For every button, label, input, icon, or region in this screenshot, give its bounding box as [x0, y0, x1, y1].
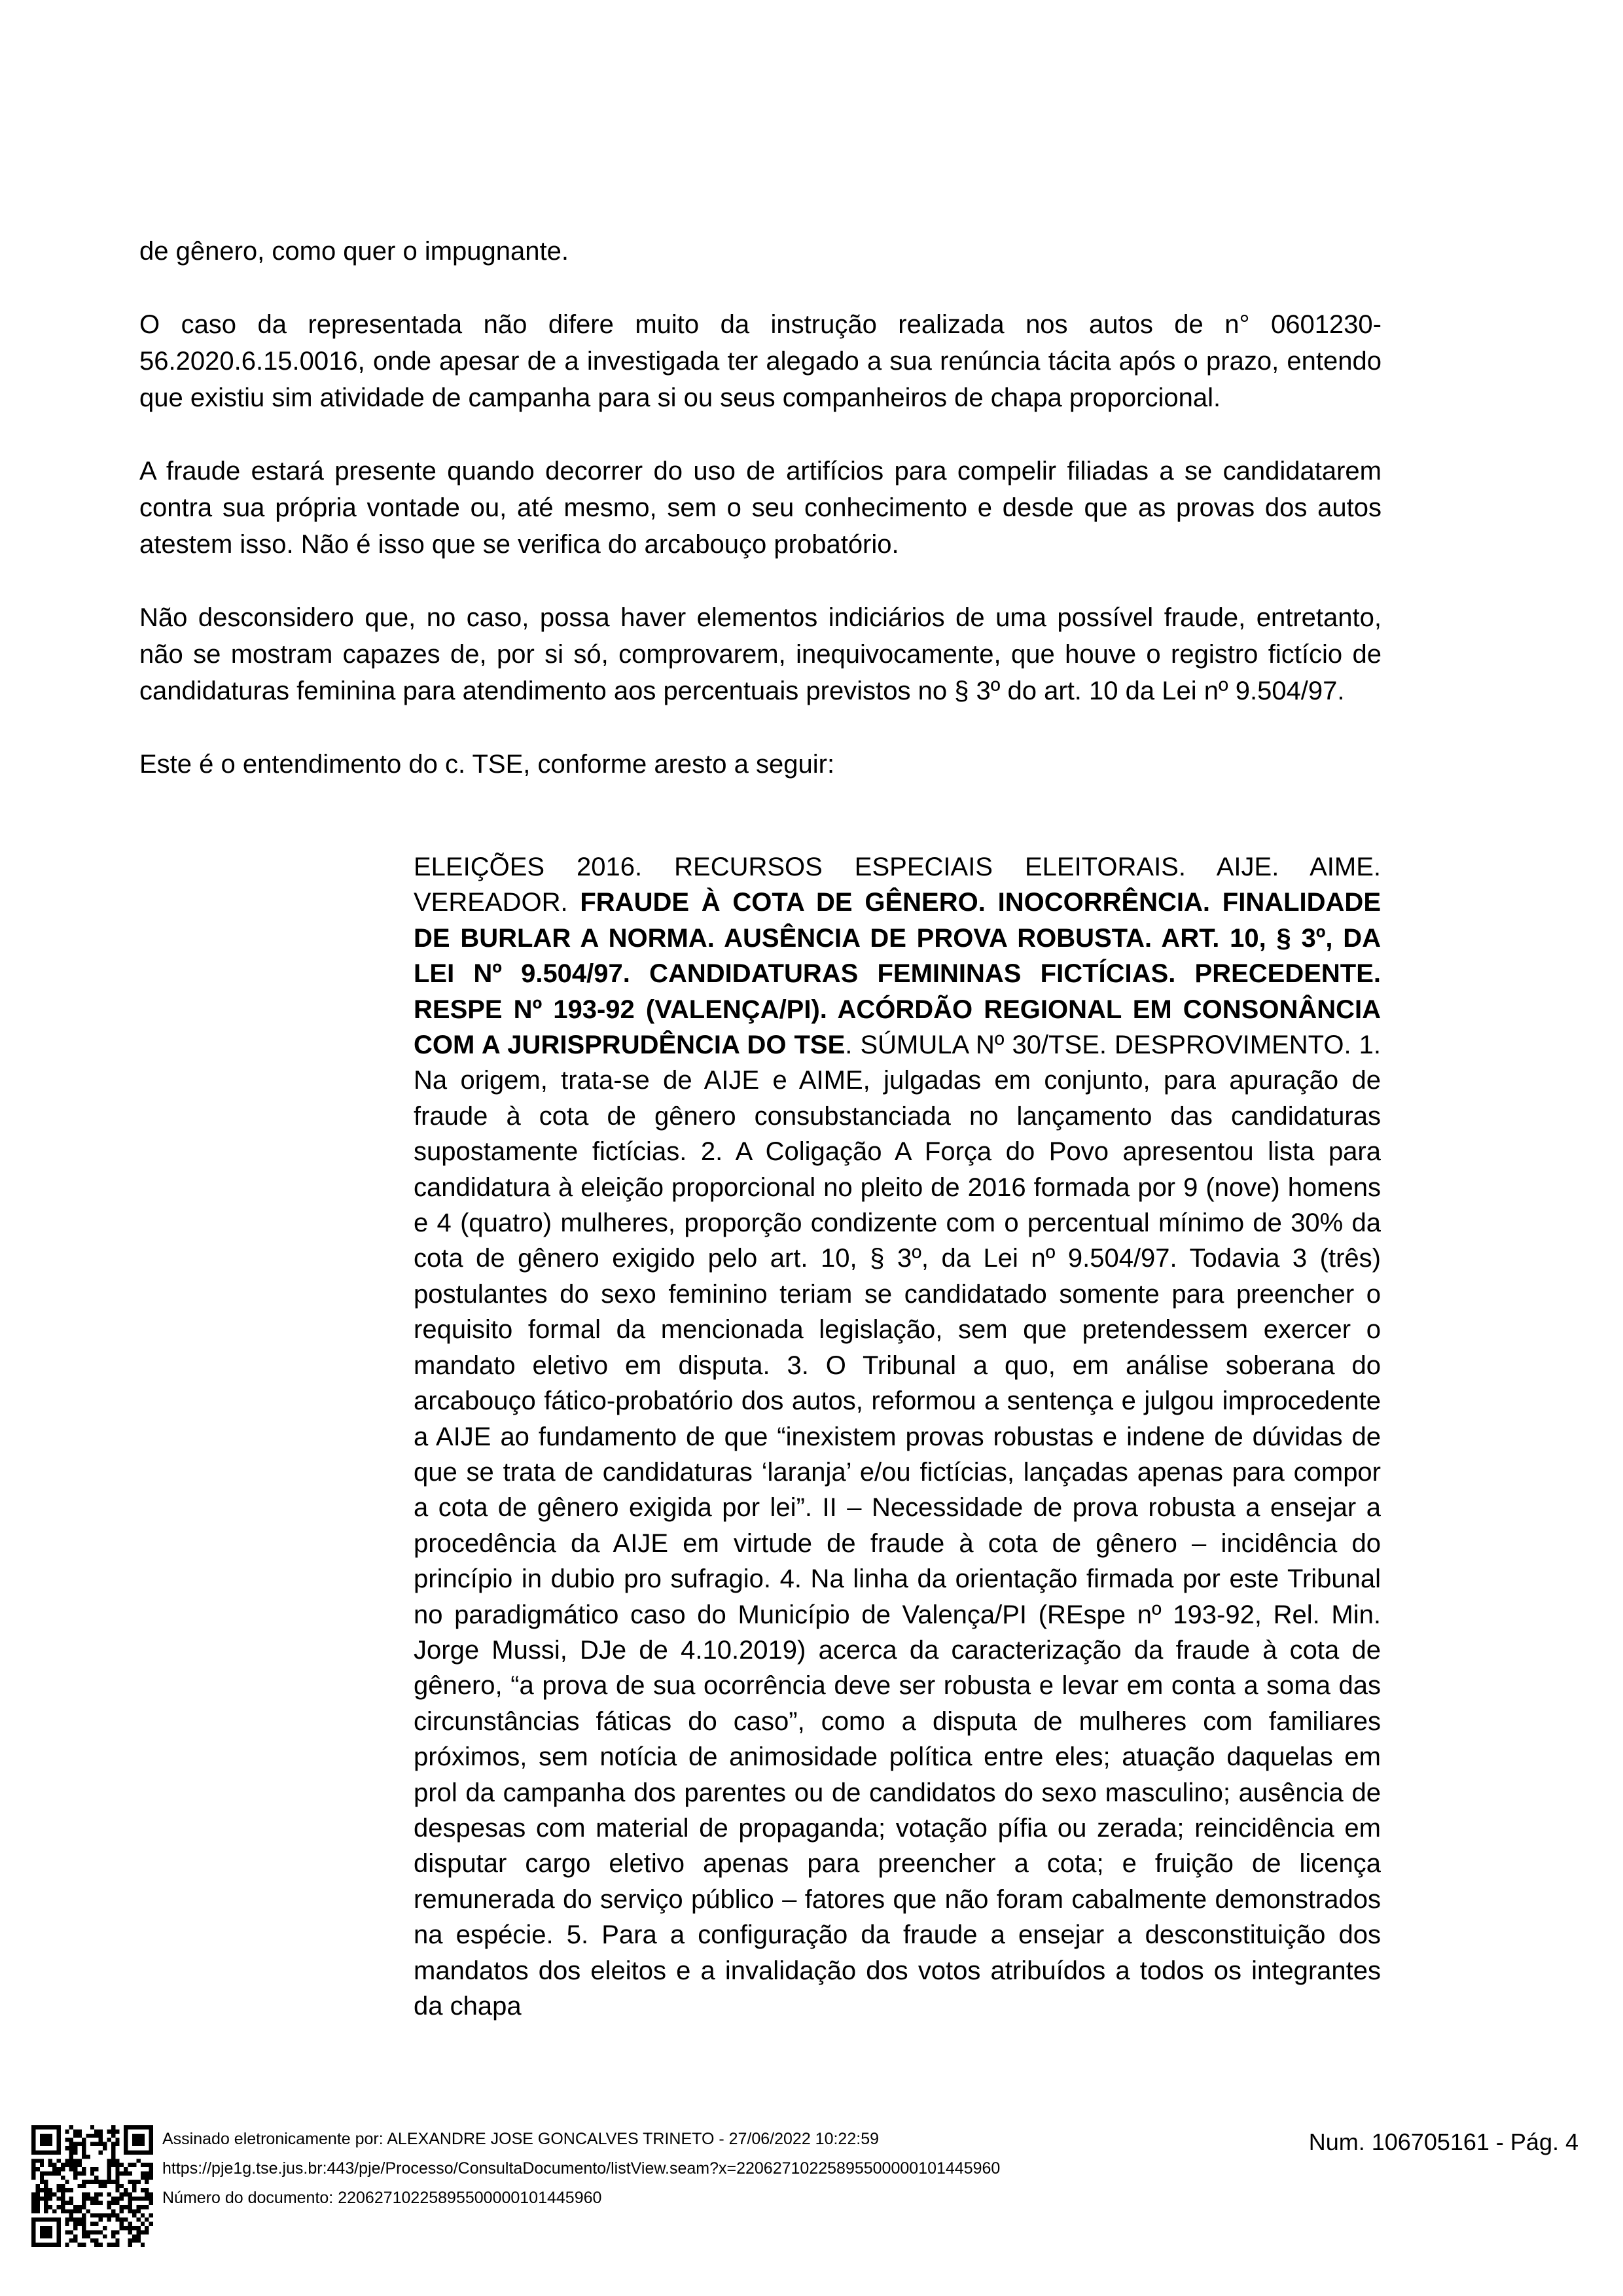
document-body — [139, 233, 1382, 819]
paragraph-5: Este é o entendimento do c. TSE, conforme aresto a seguir: — [139, 750, 835, 779]
page-number: Num. 106705161 - Pág. 4 — [1308, 2128, 1578, 2155]
paragraph-2: O caso da representada não difere muito da instrução realizada nos autos de n° 0601230-56.2020.6.15.0016, onde apesar de a investigada ter alegado a sua renúncia tácita após o prazo, entendo que existiu sim atividade de campanha para si ou seus companheiros de chapa proporcional. — [139, 310, 1382, 412]
paragraph-1: de gênero, como quer o impugnante. — [139, 237, 569, 266]
document-url-link[interactable]: https://pje1g.tse.jus.br:443/pje/Processo/ConsultaDocumento/listView.seam?x=22062710225895500000101445960 — [162, 2159, 1001, 2178]
quote-bold-headnote: FRAUDE À COTA DE GÊNERO. INOCORRÊNCIA. FINALIDADE DE BURLAR A NORMA. AUSÊNCIA DE PROVA ROBUSTA. ART. 10, § 3º, DA LEI Nº 9.504/97. CANDIDATURAS FEMININAS FICTÍCIAS. PRECEDENTE. RESPE Nº 193-92 (VALENÇA/PI). ACÓRDÃO REGIONAL EM CONSONÂNCIA COM A JURISPRUDÊNCIA DO TSE — [414, 888, 1381, 1060]
document-number: Número do documento: 22062710225895500000101445960 — [162, 2189, 602, 2207]
quote-intro: ELEIÇÕES 2016. RECURSOS ESPECIAIS ELEITORAIS. AIJE. AIME. VEREADOR. — [414, 853, 1381, 917]
paragraph-4: Não desconsidero que, no caso, possa haver elementos indiciários de uma possível fraude, entretanto, não se mostram capazes de, por si só, comprovarem, inequivocamente, que houve o registro fictício de candidaturas feminina para atendimento aos percentuais previstos no § 3º do art. 10 da Lei nº 9.504/97. — [139, 603, 1382, 705]
qr-code-icon — [31, 2125, 153, 2247]
paragraph-3: A fraude estará presente quando decorrer do uso de artifícios para compelir filiadas a se candidatarem contra sua própria vontade ou, até mesmo, sem o seu conhecimento e desde que as provas dos autos atestem isso. Não é isso que se verifica do arcabouço probatório. — [139, 457, 1382, 559]
quote-body: . SÚMULA Nº 30/TSE. DESPROVIMENTO. 1. Na origem, trata-se de AIJE e AIME, julgadas em conjunto, para apuração de fraude à cota de gênero consubstanciada no lançamento das candidaturas supostamente fictícias. 2. A Coligação A Força do Povo apresentou lista para candidatura à eleição proporcional no pleito de 2016 formada por 9 (nove) homens e 4 (quatro) mulheres, proporção condizente com o percentual mínimo de 30% da cota de gênero exigido pelo art. 10, § 3º, da Lei nº 9.504/97. Todavia 3 (três) postulantes do sexo feminino teriam se candidatado somente para preencher o requisito formal da mencionada legislação, sem que pretendessem exercer o mandato eletivo em disputa. 3. O Tribunal a quo, em análise soberana do arcabouço fático-probatório dos autos, reformou a sentença e julgou improcedente a AIJE ao fundamento de que “inexistem provas robustas e indene de dúvidas de que se trata de candidaturas ‘laranja’ e/ou fictícias, lançadas apenas para compor a cota de gênero exigida por lei”. II – Necessidade de prova robusta a ensejar a procedência da AIJE em virtude de fraude à cota de gênero – incidência do princípio in dubio pro sufragio. 4. Na linha da orientação firmada por este Tribunal no paradigmático caso do Município de Valença/PI (REspe nº 193-92, Rel. Min. Jorge Mussi, DJe de 4.10.2019) acerca da caracterização da fraude à cota de gênero, “a prova de sua ocorrência deve ser robusta e levar em conta a soma das circunstâncias fáticas do caso”, como a disputa de mulheres com familiares próximos, sem notícia de animosidade política entre eles; atuação daquelas em prol da campanha dos parentes ou de candidatos do sexo masculino; ausência de despesas com material de propaganda; votação pífia ou zerada; reincidência em disputar cargo eletivo apenas para preencher a cota; e fruição de licença remunerada do serviço público – fatores que não foram cabalmente demonstrados na espécie. 5. Para a configuração da fraude a ensejar a desconstituição dos mandatos dos eleitos e a invalidação dos votos atribuídos a todos os integrantes da chapa — [414, 1031, 1381, 2021]
block-quote-jurisprudence — [414, 849, 1381, 2024]
signature-line: Assinado eletronicamente por: ALEXANDRE JOSE GONCALVES TRINETO - 27/06/2022 10:22:59 — [162, 2130, 879, 2148]
